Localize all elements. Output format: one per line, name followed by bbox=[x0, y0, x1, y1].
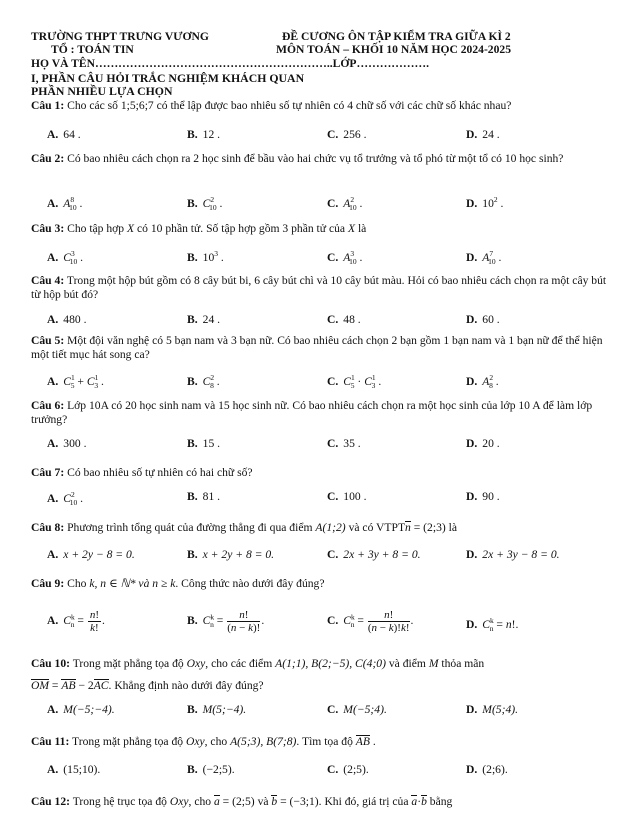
option-letter: B. bbox=[187, 490, 198, 503]
question-text: . Khi đó, giá trị của bbox=[318, 795, 409, 808]
question-9 bbox=[31, 577, 616, 591]
question-text: Phương trình tổng quát của đường thẳng đi qua điểm bbox=[67, 521, 313, 534]
option-b[interactable]: B. $10^3$ . bbox=[187, 249, 224, 264]
option-b[interactable] bbox=[187, 128, 220, 141]
option-text: 81 . bbox=[202, 490, 221, 503]
question-label: Câu 1: bbox=[31, 99, 65, 112]
option-text: 480 . bbox=[63, 313, 87, 326]
option-text: (2;5). bbox=[343, 763, 369, 776]
vector-value: = (2;3) bbox=[413, 521, 446, 534]
option-d[interactable] bbox=[466, 490, 500, 503]
option-c[interactable] bbox=[327, 490, 366, 503]
option-letter: C. bbox=[327, 703, 339, 716]
option-a[interactable] bbox=[47, 437, 86, 450]
option-a[interactable] bbox=[47, 548, 135, 561]
option-d[interactable] bbox=[466, 128, 500, 141]
option-b[interactable]: B. $C^2_8$ . bbox=[187, 373, 220, 391]
question-11: Câu 11: Trong mặt phẳng tọa độ Oxy, cho A(5;3), B(7;8). Tìm tọa độ AB . bbox=[31, 735, 376, 748]
question-label: Câu 9: bbox=[31, 577, 65, 590]
question-label: Câu 7: bbox=[31, 466, 65, 479]
question-label: Câu 3: bbox=[31, 222, 65, 235]
question-5 bbox=[31, 334, 616, 362]
option-b[interactable] bbox=[187, 703, 246, 716]
option-text: 48 . bbox=[343, 313, 361, 326]
option-letter: C. bbox=[327, 437, 339, 450]
section-subtitle: PHẦN NHIỀU LỰA CHỌN bbox=[31, 84, 173, 98]
option-b[interactable] bbox=[187, 490, 220, 503]
question-label: Câu 11: bbox=[31, 735, 70, 748]
option-a[interactable] bbox=[47, 763, 100, 776]
option-c[interactable] bbox=[327, 437, 361, 450]
question-text: , cho các điểm bbox=[205, 657, 273, 670]
question-7 bbox=[31, 466, 616, 480]
question-text: Trong một hộp bút gồm có 8 cây bút bi, 6 cây bút chì và 10 cây bút màu. Hỏi có bao nhiêu cách chọn ra một cây bút từ hộp bút đó? bbox=[31, 274, 607, 301]
option-text: x + 2y + 8 = 0. bbox=[202, 548, 275, 561]
option-text: 24 . bbox=[482, 128, 500, 141]
option-d[interactable]: D. $A^7_{10}$ . bbox=[466, 249, 502, 267]
question-text: . Tìm tọa độ bbox=[296, 735, 353, 748]
option-letter: D. bbox=[466, 763, 478, 776]
question-text: , cho bbox=[188, 795, 212, 808]
options-row bbox=[0, 548, 644, 564]
options-row bbox=[0, 703, 644, 719]
option-text: 2x + 3y + 8 = 0. bbox=[343, 548, 421, 561]
document-title: ĐỀ CƯƠNG ÔN TẬP KIỂM TRA GIỮA KÌ 2 bbox=[282, 30, 511, 43]
option-letter: D. bbox=[466, 703, 478, 716]
question-label: Câu 5: bbox=[31, 334, 65, 347]
option-text: 64 . bbox=[63, 128, 81, 141]
option-d[interactable]: D. $C^k_n = n$!. bbox=[466, 616, 519, 634]
option-text: 10 bbox=[202, 250, 215, 264]
question-text: Cho các số 1;5;6;7 có thể lập được bao nhiêu số tự nhiên có 4 chữ số với các chữ số khác nhau? bbox=[67, 99, 512, 112]
coordinate-system: Oxy bbox=[186, 657, 206, 670]
option-letter: B. bbox=[187, 437, 198, 450]
option-c[interactable] bbox=[327, 313, 361, 326]
options-row bbox=[0, 490, 644, 506]
question-text: Có bao nhiêu cách chọn ra 2 học sinh để bầu vào hai chức vụ tổ trưởng và tổ phó từ một tổ có 10 học sinh? bbox=[67, 152, 564, 165]
options-row bbox=[0, 249, 644, 265]
question-label: Câu 12: bbox=[31, 795, 70, 808]
option-text: 35 . bbox=[343, 437, 361, 450]
option-letter: C. bbox=[327, 196, 339, 210]
option-letter: D. bbox=[466, 128, 478, 141]
option-letter: C. bbox=[327, 614, 339, 628]
question-label: Câu 4: bbox=[31, 274, 65, 287]
option-letter: C. bbox=[327, 313, 339, 326]
option-letter: C. bbox=[327, 548, 339, 561]
question-label: Câu 8: bbox=[31, 521, 65, 534]
vector-a-value: = (2;5) bbox=[222, 795, 255, 808]
option-text: 12 . bbox=[202, 128, 221, 141]
school-name: TRƯỜNG THPT TRƯNG VƯƠNG bbox=[31, 30, 209, 43]
option-letter: A. bbox=[47, 128, 59, 141]
question-2 bbox=[31, 152, 616, 166]
option-a[interactable]: A. $C^1_5 + C^1_3$ . bbox=[47, 373, 104, 391]
option-letter: A. bbox=[47, 763, 59, 776]
question-label: Câu 6: bbox=[31, 399, 65, 412]
question-text: và có VTPT bbox=[348, 521, 406, 534]
question-4 bbox=[31, 274, 616, 302]
option-b[interactable] bbox=[187, 437, 220, 450]
question-text: . Công thức nào dưới đây đúng? bbox=[175, 577, 325, 590]
option-text: M(5;4). bbox=[482, 703, 519, 716]
option-text: (2;6). bbox=[482, 763, 508, 776]
options-row bbox=[0, 763, 644, 779]
option-c[interactable] bbox=[327, 548, 421, 561]
question-text: Lớp 10A có 20 học sinh nam và 15 học sinh nữ. Có bao nhiêu cách chọn ra một học sinh của lớp 10 A để làm lớp trưởng? bbox=[31, 399, 593, 426]
points: A(5;3), B(7;8) bbox=[230, 735, 297, 748]
option-text: (−2;5). bbox=[202, 763, 235, 776]
option-letter: B. bbox=[187, 703, 198, 716]
option-text: 24 . bbox=[202, 313, 221, 326]
question-text: Một đội văn nghệ có 5 bạn nam và 3 bạn nữ. Có bao nhiêu cách chọn 2 bạn gồm 1 bạn nam và 1 bạn nữ để thể hiện một tiết mục hát song ca? bbox=[31, 334, 603, 361]
name-class-line: HỌ VÀ TÊN……………………………………………………..LỚP………………. bbox=[31, 57, 429, 70]
option-b[interactable]: B. $C^2_{10}$ . bbox=[187, 195, 223, 213]
question-6 bbox=[31, 399, 616, 427]
option-letter: B. bbox=[187, 313, 198, 326]
option-d[interactable] bbox=[466, 703, 518, 716]
option-text: 20 . bbox=[482, 437, 500, 450]
option-text: x + 2y − 8 = 0. bbox=[63, 548, 135, 561]
option-c[interactable]: C. $A^2_{10}$ . bbox=[327, 195, 363, 213]
option-text: M(−5;4). bbox=[343, 703, 387, 716]
option-c[interactable] bbox=[327, 128, 366, 141]
option-text: (15;10). bbox=[63, 763, 101, 776]
option-text: 256 . bbox=[343, 128, 367, 141]
condition: k, n ∈ ℕ* và n ≥ k bbox=[89, 577, 176, 590]
option-text: M(−5;−4). bbox=[63, 703, 115, 716]
option-letter: D. bbox=[466, 617, 478, 631]
option-text: 2x + 3y − 8 = 0. bbox=[482, 548, 560, 561]
option-letter: C. bbox=[327, 374, 339, 388]
option-letter: D. bbox=[466, 548, 478, 561]
option-a[interactable] bbox=[47, 313, 86, 326]
option-c[interactable]: C. $A^3_{10}$ . bbox=[327, 249, 363, 267]
option-d[interactable]: D. $A^2_8$ . bbox=[466, 373, 499, 391]
option-b[interactable] bbox=[187, 763, 235, 776]
question-text: . Khẳng định nào dưới đây đúng? bbox=[108, 679, 264, 692]
question-text: là bbox=[357, 222, 367, 235]
option-text: 10 bbox=[482, 196, 494, 210]
option-c[interactable] bbox=[327, 763, 369, 776]
option-a[interactable]: A. $C^k_n$ = $\frac{n!}{k!}$ . bbox=[47, 609, 105, 634]
option-letter: B. bbox=[187, 548, 198, 561]
option-a[interactable]: A. $A^8_{10}$ . bbox=[47, 195, 83, 213]
question-label: Câu 10: bbox=[31, 657, 70, 670]
question-text: Cho tập hợp bbox=[67, 222, 125, 235]
option-d[interactable] bbox=[466, 548, 560, 561]
question-text: thỏa mãn bbox=[441, 657, 485, 670]
option-letter: D. bbox=[466, 437, 478, 450]
department: TỔ : TOÁN TIN bbox=[51, 43, 134, 56]
options-row bbox=[0, 313, 644, 329]
options-row bbox=[0, 605, 644, 639]
option-letter: D. bbox=[466, 196, 478, 210]
option-d[interactable] bbox=[466, 313, 500, 326]
question-text: Trong mặt phẳng tọa độ bbox=[72, 735, 184, 748]
point-a: A(1;2) bbox=[315, 521, 346, 534]
option-letter: A. bbox=[47, 196, 59, 210]
question-text: bằng bbox=[429, 795, 453, 808]
points: A(1;1), B(2;−5), C(4;0) bbox=[275, 657, 386, 670]
option-a[interactable]: A. $C^3_{10}$ . bbox=[47, 249, 84, 267]
option-letter: B. bbox=[187, 614, 198, 628]
options-row bbox=[0, 437, 644, 453]
option-letter: B. bbox=[187, 196, 198, 210]
option-text: 90 . bbox=[482, 490, 500, 503]
options-row bbox=[0, 195, 644, 211]
option-text: M(5;−4). bbox=[202, 703, 247, 716]
coordinate-system: Oxy bbox=[169, 795, 189, 808]
coordinate-system: Oxy bbox=[185, 735, 205, 748]
option-letter: B. bbox=[187, 763, 198, 776]
option-letter: B. bbox=[187, 374, 198, 388]
option-a[interactable] bbox=[47, 128, 81, 141]
question-text: và bbox=[257, 795, 269, 808]
question-3: Câu 3: Cho tập hợp X có 10 phần tử. Số tập hợp gồm 3 phần tử của X là bbox=[31, 222, 367, 235]
option-letter: C. bbox=[327, 128, 339, 141]
question-8: Câu 8: Phương trình tổng quát của đường thẳng đi qua điểm A(1;2) và có VTPTn = (2;3) là bbox=[31, 521, 458, 534]
question-text: , cho bbox=[204, 735, 228, 748]
option-letter: A. bbox=[47, 374, 59, 388]
option-letter: A. bbox=[47, 313, 59, 326]
option-text: 100 . bbox=[343, 490, 367, 503]
section-title: I, PHẦN CÂU HỎI TRẮC NGHIỆM KHÁCH QUAN bbox=[31, 71, 305, 85]
option-letter: A. bbox=[47, 491, 59, 505]
option-letter: D. bbox=[466, 374, 478, 388]
option-d[interactable] bbox=[466, 437, 500, 450]
option-b[interactable] bbox=[187, 313, 220, 326]
option-letter: D. bbox=[466, 313, 478, 326]
question-label: Câu 2: bbox=[31, 152, 65, 165]
option-a[interactable] bbox=[47, 703, 115, 716]
question-text: có 10 phần tử. Số tập hợp gồm 3 phần tử của bbox=[137, 222, 346, 235]
option-letter: A. bbox=[47, 548, 59, 561]
option-text: 15 . bbox=[202, 437, 221, 450]
question-text: và điểm bbox=[388, 657, 426, 670]
option-letter: C. bbox=[327, 763, 339, 776]
option-letter: A. bbox=[47, 614, 59, 628]
option-letter: C. bbox=[327, 250, 339, 264]
question-text: Trong mặt phẳng tọa độ bbox=[72, 657, 184, 670]
option-b[interactable] bbox=[187, 548, 274, 561]
option-letter: D. bbox=[466, 250, 478, 264]
option-d[interactable] bbox=[466, 763, 508, 776]
question-12: Câu 12: Trong hệ trục tọa độ Oxy, cho a = (2;5) và b = (−3;1). Khi đó, giá trị của a·b bằng bbox=[31, 795, 453, 808]
option-letter: B. bbox=[187, 128, 198, 141]
question-text: là bbox=[448, 521, 458, 534]
options-row bbox=[0, 128, 644, 144]
option-a[interactable]: A. $C^2_{10}$ . bbox=[47, 490, 84, 508]
option-letter: B. bbox=[187, 250, 198, 264]
option-text: 60 . bbox=[482, 313, 500, 326]
option-b[interactable]: B. $C^k_n$ = $\frac{n!}{(n - k)!}$ . bbox=[187, 609, 265, 634]
option-c[interactable]: C. $C^1_5 \cdot C^1_3$ . bbox=[327, 373, 382, 391]
option-letter: A. bbox=[47, 703, 59, 716]
option-d[interactable]: D. $10^2$ . bbox=[466, 195, 504, 210]
question-text: Có bao nhiêu số tự nhiên có hai chữ số? bbox=[67, 466, 253, 479]
question-1 bbox=[31, 99, 616, 113]
vector-b-value: = (−3;1) bbox=[280, 795, 319, 808]
option-c[interactable] bbox=[327, 703, 387, 716]
option-text: 300 . bbox=[63, 437, 87, 450]
option-letter: D. bbox=[466, 490, 478, 503]
question-10: Câu 10: Trong mặt phẳng tọa độ Oxy, cho các điểm A(1;1), B(2;−5), C(4;0) và điểm M thỏa mãn OM = AB − 2AC. Khẳng định nào dưới đây đúng? bbox=[31, 657, 485, 692]
option-letter: C. bbox=[327, 490, 339, 503]
question-text: Trong hệ trục tọa độ bbox=[72, 795, 167, 808]
options-row bbox=[0, 373, 644, 389]
option-letter: A. bbox=[47, 437, 59, 450]
question-text: Cho bbox=[67, 577, 87, 590]
subject-line: MÔN TOÁN – KHỐI 10 NĂM HỌC 2024-2025 bbox=[276, 43, 511, 56]
option-c[interactable]: C. $C^k_n$ = $\frac{n!}{(n - k)!k!}$ . bbox=[327, 609, 414, 634]
option-letter: A. bbox=[47, 250, 59, 264]
